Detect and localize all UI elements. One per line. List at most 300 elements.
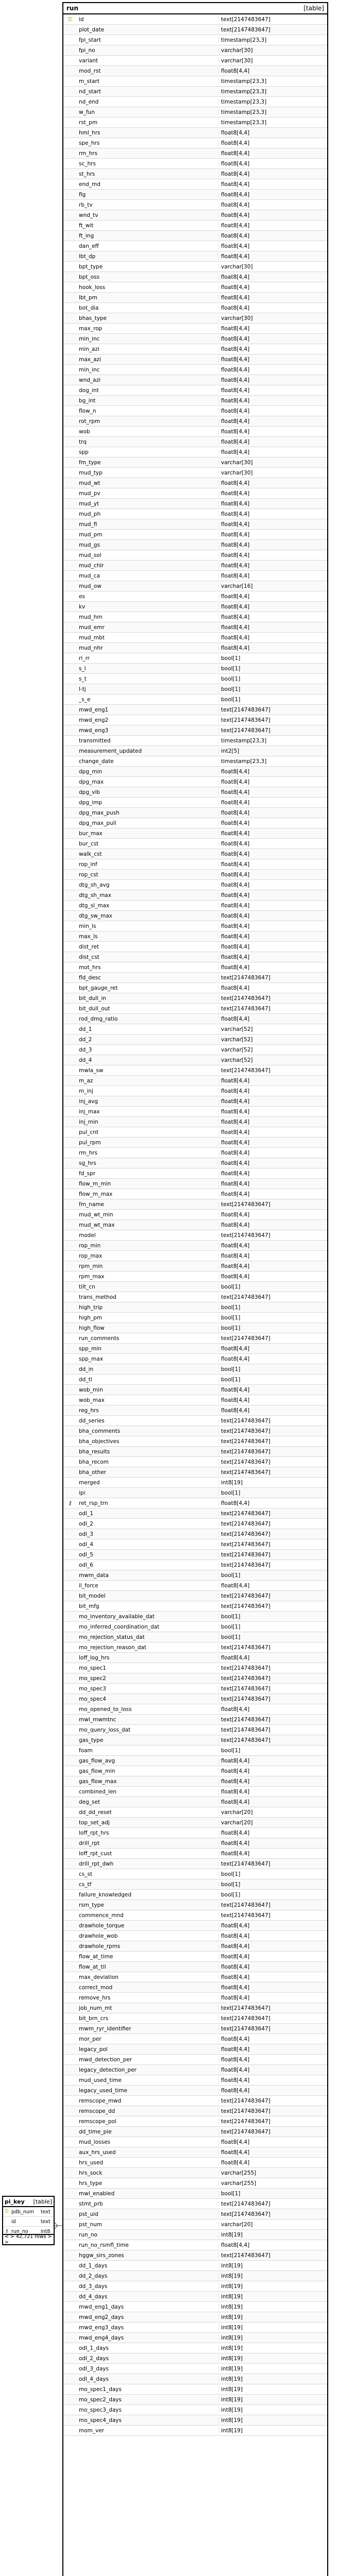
- column-row[interactable]: [63, 1447, 327, 1457]
- table-pi-key[interactable]: [2, 2196, 55, 2245]
- column-row[interactable]: [63, 1570, 327, 1581]
- column-row[interactable]: [63, 2240, 327, 2250]
- column-row[interactable]: [63, 530, 327, 540]
- column-row[interactable]: [63, 2024, 327, 2034]
- column-row[interactable]: [63, 1560, 327, 1570]
- column-row[interactable]: [63, 736, 327, 746]
- column-row[interactable]: [63, 1457, 327, 1467]
- column-type: int8[19]: [221, 2314, 243, 2320]
- column-row[interactable]: [63, 2250, 327, 2261]
- column-row[interactable]: [63, 1138, 327, 1148]
- column-type: float8[4,4]: [221, 377, 250, 383]
- column-row[interactable]: [63, 1766, 327, 1776]
- column-row[interactable]: [63, 715, 327, 725]
- column-name: mud_chlr: [77, 563, 219, 569]
- column-row[interactable]: [63, 138, 327, 148]
- column-row[interactable]: [63, 396, 327, 406]
- column-row[interactable]: [63, 2281, 327, 2292]
- column-name: rop_cst: [77, 872, 219, 878]
- column-row[interactable]: [63, 1776, 327, 1787]
- column-row[interactable]: [63, 1972, 327, 1982]
- column-row[interactable]: [63, 1333, 327, 1344]
- column-row[interactable]: [63, 1725, 327, 1735]
- column-name: dtg_sh_max: [77, 892, 219, 899]
- column-name: run_no_rsmfl_time: [77, 2242, 219, 2248]
- column-row[interactable]: [63, 1024, 327, 1035]
- column-type: float8[4,4]: [221, 1778, 250, 1785]
- column-row[interactable]: [63, 2384, 327, 2395]
- column-row[interactable]: [63, 262, 327, 272]
- column-row[interactable]: [63, 880, 327, 890]
- column-row[interactable]: [63, 1982, 327, 1993]
- column-row[interactable]: [63, 973, 327, 983]
- column-row[interactable]: [63, 2271, 327, 2281]
- column-row[interactable]: [63, 107, 327, 117]
- column-row[interactable]: [63, 1302, 327, 1313]
- column-type: float8[4,4]: [221, 325, 250, 332]
- column-row[interactable]: [63, 2395, 327, 2405]
- column-type: int2[5]: [221, 748, 240, 754]
- column-type: text[2147483647]: [221, 1685, 271, 1692]
- column-name: odl_3_days: [77, 2366, 219, 2372]
- column-row[interactable]: [63, 66, 327, 76]
- column-type: float8[4,4]: [221, 1768, 250, 1774]
- column-row[interactable]: [63, 1261, 327, 1272]
- column-row[interactable]: [63, 2415, 327, 2426]
- column-row[interactable]: [63, 942, 327, 952]
- column-row[interactable]: [63, 478, 327, 488]
- column-row[interactable]: [63, 1014, 327, 1024]
- column-name: spp_min: [77, 1346, 219, 1352]
- column-name: legacy_detection_per: [77, 2067, 219, 2073]
- column-name: mud_yt: [77, 501, 219, 507]
- column-row[interactable]: [63, 921, 327, 931]
- column-row[interactable]: [63, 2426, 327, 2436]
- column-row[interactable]: [63, 1632, 327, 1642]
- column-row[interactable]: [63, 1189, 327, 1199]
- column-row[interactable]: [63, 1127, 327, 1138]
- column-row[interactable]: [63, 179, 327, 190]
- column-row[interactable]: [63, 901, 327, 911]
- column-row[interactable]: [63, 1375, 327, 1385]
- column-row[interactable]: [63, 2168, 327, 2178]
- column-type: float8[4,4]: [221, 500, 250, 507]
- column-row[interactable]: [63, 1962, 327, 1972]
- column-row[interactable]: [63, 633, 327, 643]
- column-row[interactable]: [63, 1210, 327, 1220]
- column-row[interactable]: [63, 2147, 327, 2158]
- column-row[interactable]: [63, 664, 327, 674]
- table-header[interactable]: [63, 3, 327, 14]
- column-row[interactable]: [63, 365, 327, 375]
- column-row[interactable]: [63, 1581, 327, 1591]
- column-row[interactable]: [63, 870, 327, 880]
- column-row[interactable]: [63, 1653, 327, 1663]
- column-row[interactable]: [63, 591, 327, 602]
- column-row[interactable]: [63, 190, 327, 200]
- column-row[interactable]: [63, 2178, 327, 2189]
- column-row[interactable]: [63, 1148, 327, 1158]
- column-row[interactable]: [63, 1251, 327, 1261]
- column-row[interactable]: [63, 2405, 327, 2415]
- column-row[interactable]: [63, 2199, 327, 2209]
- column-row[interactable]: [63, 818, 327, 828]
- column-row[interactable]: [63, 2302, 327, 2312]
- column-row[interactable]: [63, 200, 327, 210]
- column-row[interactable]: [63, 1601, 327, 1612]
- column-row[interactable]: [63, 581, 327, 591]
- column-row[interactable]: [63, 1313, 327, 1323]
- column-name: wnd_azi: [77, 377, 219, 383]
- column-type: int8[19]: [221, 2355, 243, 2362]
- column-row[interactable]: [63, 1065, 327, 1076]
- column-row[interactable]: [63, 35, 327, 45]
- column-row[interactable]: [63, 1704, 327, 1715]
- column-row[interactable]: [63, 210, 327, 221]
- column-row[interactable]: [63, 653, 327, 664]
- column-row[interactable]: [63, 313, 327, 324]
- column-row[interactable]: [63, 1107, 327, 1117]
- column-row[interactable]: [63, 344, 327, 354]
- column-row[interactable]: [63, 2189, 327, 2199]
- column-row[interactable]: [63, 509, 327, 519]
- column-row[interactable]: [63, 169, 327, 179]
- column-row[interactable]: [63, 962, 327, 973]
- column-type: float8[4,4]: [221, 645, 250, 651]
- column-row[interactable]: [63, 1838, 327, 1849]
- column-name: loff_rpt_cust: [77, 1851, 219, 1857]
- column-row[interactable]: [63, 1756, 327, 1766]
- column-type: float8[4,4]: [221, 1098, 250, 1105]
- column-row[interactable]: [63, 1055, 327, 1065]
- column-row[interactable]: [63, 1612, 327, 1622]
- column-name: m_inj: [77, 1088, 219, 1094]
- column-row[interactable]: [63, 1488, 327, 1498]
- column-type: text[2147483647]: [221, 1428, 271, 1434]
- column-row[interactable]: [63, 602, 327, 612]
- column-row[interactable]: [63, 1519, 327, 1529]
- column-row[interactable]: [63, 1931, 327, 1941]
- column-name: job_num_mt: [77, 2005, 219, 2011]
- column-row[interactable]: [63, 694, 327, 705]
- column-row[interactable]: [63, 540, 327, 550]
- column-row[interactable]: [63, 1004, 327, 1014]
- column-row[interactable]: [63, 334, 327, 344]
- column-row[interactable]: [63, 1529, 327, 1539]
- column-row[interactable]: [63, 2158, 327, 2168]
- column-row[interactable]: [63, 1642, 327, 1653]
- column-row[interactable]: [63, 952, 327, 962]
- column-row[interactable]: [63, 1859, 327, 1869]
- column-row[interactable]: [63, 1921, 327, 1931]
- column-row[interactable]: [63, 416, 327, 427]
- column-row[interactable]: [63, 128, 327, 138]
- column-row[interactable]: [63, 1179, 327, 1189]
- column-row[interactable]: [63, 2230, 327, 2240]
- column-row[interactable]: [63, 1715, 327, 1725]
- column-row[interactable]: [63, 622, 327, 633]
- column-row[interactable]: [63, 2209, 327, 2219]
- column-row[interactable]: [3, 2207, 54, 2217]
- column-row[interactable]: [63, 488, 327, 499]
- column-name: dtg_sw_max: [77, 913, 219, 919]
- column-row[interactable]: [63, 1900, 327, 1910]
- column-row[interactable]: [63, 2137, 327, 2147]
- column-type: text[2147483647]: [221, 1417, 271, 1424]
- column-type: float8[4,4]: [221, 2149, 250, 2156]
- column-row[interactable]: [63, 1890, 327, 1900]
- column-row[interactable]: [63, 1426, 327, 1436]
- column-row[interactable]: [63, 1673, 327, 1684]
- column-row[interactable]: [63, 2065, 327, 2075]
- column-row[interactable]: [63, 1509, 327, 1519]
- column-row[interactable]: [63, 1416, 327, 1426]
- column-row[interactable]: [63, 931, 327, 942]
- column-row[interactable]: [63, 684, 327, 694]
- column-name: dd_4: [77, 1057, 219, 1063]
- column-type: float8[4,4]: [221, 1922, 250, 1929]
- column-row[interactable]: [63, 1941, 327, 1952]
- column-row[interactable]: [63, 1076, 327, 1086]
- column-row[interactable]: [63, 1045, 327, 1055]
- column-row[interactable]: [63, 56, 327, 66]
- column-row[interactable]: [63, 911, 327, 921]
- column-row[interactable]: [63, 1117, 327, 1127]
- column-row[interactable]: [63, 375, 327, 385]
- table-run[interactable]: [62, 2, 328, 2576]
- column-name: lbt_pm: [77, 295, 219, 301]
- column-type: float8[4,4]: [221, 129, 250, 136]
- column-name: walk_cst: [77, 851, 219, 857]
- column-row[interactable]: [63, 1910, 327, 1921]
- column-row[interactable]: [63, 767, 327, 777]
- column-row[interactable]: [63, 293, 327, 303]
- column-row[interactable]: [63, 2106, 327, 2116]
- column-row[interactable]: [63, 117, 327, 128]
- column-row[interactable]: [3, 2217, 54, 2227]
- column-row[interactable]: [63, 777, 327, 787]
- column-row[interactable]: [63, 468, 327, 478]
- column-row[interactable]: [63, 2374, 327, 2384]
- column-row[interactable]: [63, 1745, 327, 1756]
- column-row[interactable]: [63, 1797, 327, 1807]
- column-row[interactable]: [63, 1849, 327, 1859]
- column-row[interactable]: [63, 1035, 327, 1045]
- column-row[interactable]: [63, 272, 327, 282]
- column-row[interactable]: [63, 1168, 327, 1179]
- column-name: dtg_sl_max: [77, 903, 219, 909]
- column-row[interactable]: [63, 2353, 327, 2364]
- column-name: foam: [77, 1748, 219, 1754]
- column-row[interactable]: [63, 787, 327, 798]
- column-row[interactable]: [63, 1993, 327, 2003]
- column-row[interactable]: [63, 1498, 327, 1509]
- column-row[interactable]: [63, 231, 327, 241]
- column-row[interactable]: [63, 2055, 327, 2065]
- column-row[interactable]: [63, 643, 327, 653]
- column-row[interactable]: [63, 1591, 327, 1601]
- column-row[interactable]: [63, 839, 327, 849]
- column-row[interactable]: [63, 1158, 327, 1168]
- column-row[interactable]: [63, 1354, 327, 1364]
- column-row[interactable]: [63, 499, 327, 509]
- column-row[interactable]: [63, 1086, 327, 1096]
- column-row[interactable]: [63, 2292, 327, 2302]
- column-row[interactable]: [63, 798, 327, 808]
- foreign-key-icon: ⚷: [67, 1500, 73, 1506]
- column-row[interactable]: [63, 324, 327, 334]
- column-type: float8[4,4]: [221, 603, 250, 610]
- column-row[interactable]: [63, 1096, 327, 1107]
- column-row[interactable]: [63, 1952, 327, 1962]
- column-type: float8[4,4]: [221, 820, 250, 826]
- column-row[interactable]: [63, 2343, 327, 2353]
- column-name: high_trip: [77, 1304, 219, 1311]
- column-row[interactable]: [63, 983, 327, 993]
- column-row[interactable]: [63, 674, 327, 684]
- column-row[interactable]: [63, 2116, 327, 2127]
- column-row[interactable]: [63, 1292, 327, 1302]
- column-row[interactable]: [63, 808, 327, 818]
- column-row[interactable]: [63, 705, 327, 715]
- column-row[interactable]: [63, 2096, 327, 2106]
- column-row[interactable]: [63, 1478, 327, 1488]
- column-row[interactable]: [63, 25, 327, 35]
- column-row[interactable]: [63, 1467, 327, 1478]
- column-row[interactable]: [63, 2034, 327, 2044]
- column-name: nd_start: [77, 89, 219, 95]
- column-row[interactable]: [63, 1818, 327, 1828]
- column-row[interactable]: [63, 612, 327, 622]
- column-name: mwm_ryr_identifier: [77, 2026, 219, 2032]
- column-row[interactable]: [63, 159, 327, 169]
- column-row[interactable]: [63, 282, 327, 293]
- column-row[interactable]: [63, 385, 327, 396]
- column-type: float8[4,4]: [221, 1129, 250, 1136]
- column-type: float8[4,4]: [221, 304, 250, 311]
- column-row[interactable]: [63, 1622, 327, 1632]
- column-row[interactable]: [63, 1272, 327, 1282]
- column-name: ft_ing: [77, 233, 219, 239]
- column-row[interactable]: [63, 2003, 327, 2013]
- column-row[interactable]: [63, 725, 327, 736]
- column-row[interactable]: [63, 303, 327, 313]
- column-row[interactable]: [63, 457, 327, 468]
- column-row[interactable]: [63, 1663, 327, 1673]
- column-row[interactable]: [63, 1385, 327, 1395]
- column-name: mo_spec4_days: [77, 2417, 219, 2424]
- column-row[interactable]: [63, 849, 327, 859]
- column-row[interactable]: [63, 427, 327, 437]
- column-row[interactable]: [63, 406, 327, 416]
- column-row[interactable]: [63, 2333, 327, 2343]
- column-row[interactable]: [63, 76, 327, 87]
- column-row[interactable]: [63, 251, 327, 262]
- column-row[interactable]: [63, 1282, 327, 1292]
- column-row[interactable]: [63, 1436, 327, 1447]
- column-row[interactable]: [63, 2219, 327, 2230]
- column-name: bha_objectives: [77, 1438, 219, 1445]
- column-row[interactable]: [63, 1539, 327, 1550]
- column-row[interactable]: [63, 1807, 327, 1818]
- column-type: float8[4,4]: [221, 1984, 250, 1991]
- column-row[interactable]: [63, 87, 327, 97]
- table-header[interactable]: [3, 2197, 54, 2207]
- column-row[interactable]: [63, 437, 327, 447]
- column-row[interactable]: [63, 1230, 327, 1241]
- column-row[interactable]: [63, 550, 327, 561]
- column-row[interactable]: [63, 519, 327, 530]
- column-row[interactable]: [63, 241, 327, 251]
- column-row[interactable]: [63, 859, 327, 870]
- column-row[interactable]: [63, 1787, 327, 1797]
- column-row[interactable]: [63, 2044, 327, 2055]
- column-row[interactable]: [63, 1869, 327, 1879]
- column-row[interactable]: [63, 571, 327, 581]
- column-row[interactable]: [63, 2127, 327, 2137]
- column-row[interactable]: [63, 1828, 327, 1838]
- crow-foot-marker: [55, 2223, 58, 2229]
- column-name: mo_opened_to_loss: [77, 1706, 219, 1713]
- column-row[interactable]: [63, 1344, 327, 1354]
- column-type: bool[1]: [221, 2190, 241, 2197]
- column-type: text: [41, 2209, 50, 2215]
- column-row[interactable]: [63, 1199, 327, 1210]
- column-row[interactable]: [63, 1550, 327, 1560]
- column-row[interactable]: [63, 746, 327, 756]
- column-row[interactable]: [63, 993, 327, 1004]
- column-row[interactable]: [63, 1735, 327, 1745]
- column-row[interactable]: [63, 1364, 327, 1375]
- column-row[interactable]: [63, 14, 327, 25]
- column-name: mo_spec3: [77, 1686, 219, 1692]
- column-row[interactable]: [63, 221, 327, 231]
- column-type: float8[4,4]: [221, 1252, 250, 1259]
- column-row[interactable]: [63, 1694, 327, 1704]
- column-row[interactable]: [63, 2075, 327, 2086]
- column-row[interactable]: [63, 1879, 327, 1890]
- column-row[interactable]: [63, 1684, 327, 1694]
- column-row[interactable]: [63, 828, 327, 839]
- column-row[interactable]: [63, 2323, 327, 2333]
- column-row[interactable]: [63, 1241, 327, 1251]
- column-name: reg_hrs: [77, 1408, 219, 1414]
- column-row[interactable]: [63, 1323, 327, 1333]
- column-type: int8[19]: [221, 2273, 243, 2279]
- column-row[interactable]: [63, 2261, 327, 2271]
- column-row[interactable]: [63, 561, 327, 571]
- column-row[interactable]: [63, 2364, 327, 2374]
- column-row[interactable]: [63, 2013, 327, 2024]
- column-row[interactable]: [63, 756, 327, 767]
- column-name: gas_flow_min: [77, 1768, 219, 1774]
- column-row[interactable]: [63, 447, 327, 457]
- column-row[interactable]: [63, 97, 327, 107]
- column-row[interactable]: [63, 1220, 327, 1230]
- column-row[interactable]: [63, 2086, 327, 2096]
- column-name: bg_int: [77, 398, 219, 404]
- column-type: float8[4,4]: [221, 212, 250, 218]
- column-row[interactable]: [63, 148, 327, 159]
- column-name: pdb_num: [11, 2209, 35, 2215]
- column-row[interactable]: [63, 1405, 327, 1416]
- column-row[interactable]: [63, 890, 327, 901]
- column-row[interactable]: [63, 354, 327, 365]
- column-name: min_inc: [77, 336, 219, 342]
- column-row[interactable]: [63, 45, 327, 56]
- column-row[interactable]: [63, 1395, 327, 1405]
- column-row[interactable]: [63, 2312, 327, 2323]
